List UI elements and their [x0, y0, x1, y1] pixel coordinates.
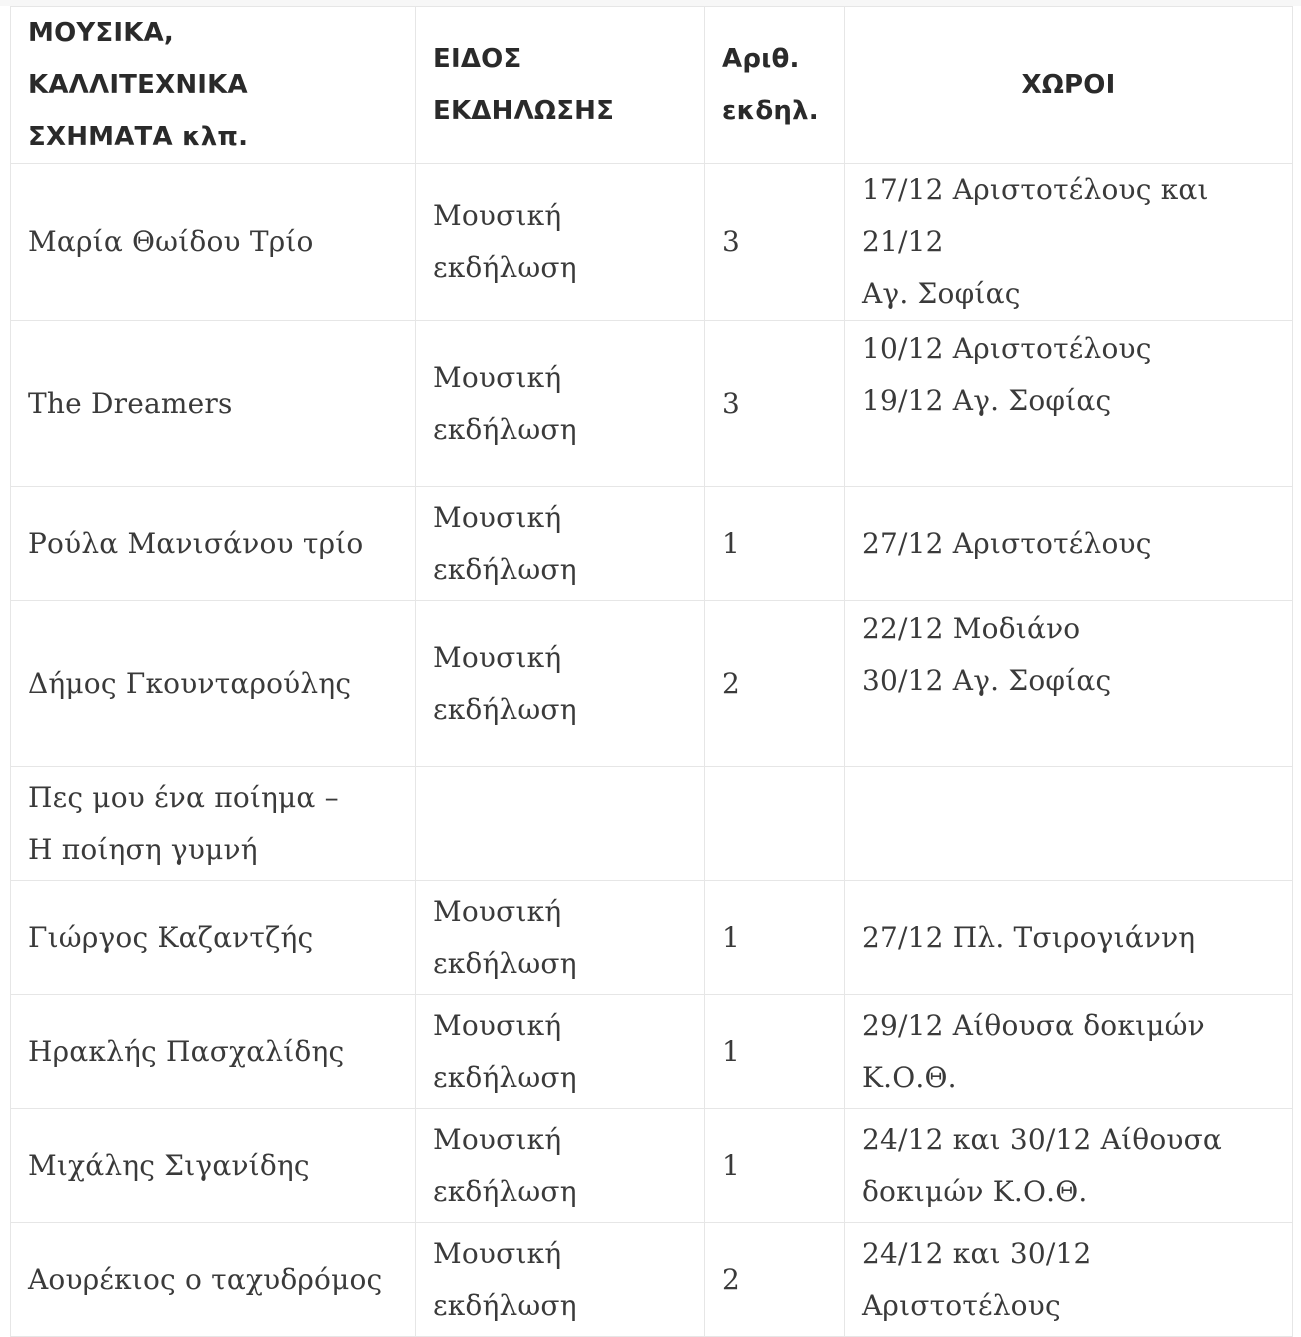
cell-type: Μουσική εκδήλωση	[416, 1223, 705, 1337]
cell-venues: 22/12 Μοδιάνο 30/12 Αγ. Σοφίας	[845, 601, 1293, 767]
cell-name: The Dreamers	[11, 321, 416, 487]
header-group: ΜΟΥΣΙΚΑ, ΚΑΛΛΙΤΕΧΝΙΚΑ ΣΧΗΜΑΤΑ κλπ.	[11, 7, 416, 164]
cell-count: 1	[705, 1109, 845, 1223]
table-row	[11, 164, 1293, 321]
cell-venues: 10/12 Αριστοτέλους 19/12 Αγ. Σοφίας	[845, 321, 1293, 487]
header-event-count: Αριθ. εκδηλ.	[705, 7, 845, 164]
cell-name: Ρούλα Μανισάνου τρίο	[11, 487, 416, 601]
table-row	[11, 995, 1293, 1109]
table-row	[11, 321, 1293, 487]
table-row	[11, 881, 1293, 995]
cell-name: Αουρέκιος ο ταχυδρόμος	[11, 1223, 416, 1337]
cell-count: 2	[705, 601, 845, 767]
cell-venues: 17/12 Αριστοτέλους και 21/12 Αγ. Σοφίας	[845, 164, 1293, 321]
header-venues: ΧΩΡΟΙ	[845, 7, 1293, 164]
cell-type: Μουσική εκδήλωση	[416, 321, 705, 487]
table-row	[11, 601, 1293, 767]
cell-count: 1	[705, 487, 845, 601]
cell-type: Μουσική εκδήλωση	[416, 164, 705, 321]
cell-name: Μαρία Θωίδου Τρίο	[11, 164, 416, 321]
table-row	[11, 487, 1293, 601]
header-event-type: ΕΙΔΟΣ ΕΚΔΗΛΩΣΗΣ	[416, 7, 705, 164]
table-row	[11, 1223, 1293, 1337]
cell-count: 1	[705, 995, 845, 1109]
cell-name: Δήμος Γκουνταρούλης	[11, 601, 416, 767]
cell-count: 3	[705, 321, 845, 487]
table-row	[11, 1109, 1293, 1223]
cell-name: Ηρακλής Πασχαλίδης	[11, 995, 416, 1109]
cell-type	[416, 767, 705, 881]
cell-count: 2	[705, 1223, 845, 1337]
cell-venues: 24/12 και 30/12 Αίθουσα δοκιμών Κ.Ο.Θ.	[845, 1109, 1293, 1223]
cell-count	[705, 767, 845, 881]
table-header-row	[11, 7, 1293, 164]
cell-name: Πες μου ένα ποίημα – Η ποίηση γυμνή	[11, 767, 416, 881]
cell-type: Μουσική εκδήλωση	[416, 1109, 705, 1223]
cell-count: 1	[705, 881, 845, 995]
cell-name: Μιχάλης Σιγανίδης	[11, 1109, 416, 1223]
cell-type: Μουσική εκδήλωση	[416, 995, 705, 1109]
cell-name: Γιώργος Καζαντζής	[11, 881, 416, 995]
cell-venues: 29/12 Αίθουσα δοκιμών Κ.Ο.Θ.	[845, 995, 1293, 1109]
cell-count: 3	[705, 164, 845, 321]
cell-type: Μουσική εκδήλωση	[416, 881, 705, 995]
cell-venues: 24/12 και 30/12 Αριστοτέλους	[845, 1223, 1293, 1337]
cell-type: Μουσική εκδήλωση	[416, 487, 705, 601]
table-row	[11, 767, 1293, 881]
events-table	[10, 6, 1293, 1337]
cell-venues	[845, 767, 1293, 881]
cell-venues: 27/12 Αριστοτέλους	[845, 487, 1293, 601]
cell-type: Μουσική εκδήλωση	[416, 601, 705, 767]
cell-venues: 27/12 Πλ. Τσιρογιάννη	[845, 881, 1293, 995]
